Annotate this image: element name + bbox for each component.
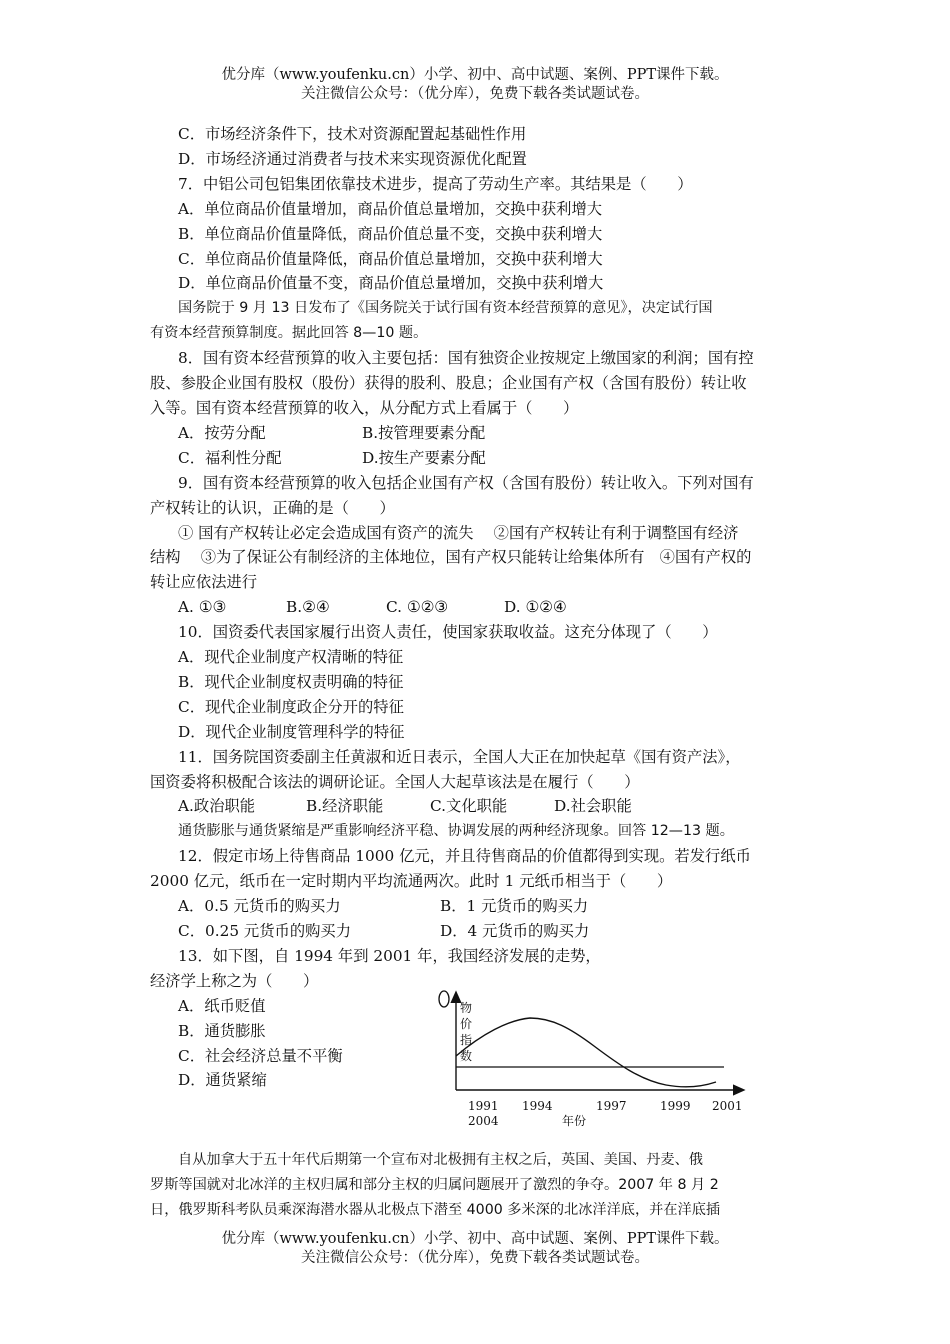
q8-line-1: 8．国有资本经营预算的收入主要包括：国有独资企业按规定上缴国家的利润；国有控 — [178, 349, 754, 368]
q8-option-a: A．按劳分配 — [178, 423, 266, 442]
q7-stem: 7．中铝公司包铝集团依靠技术进步，提高了劳动生产率。其结果是（ ） — [178, 174, 693, 193]
q6-option-d: D．市场经济通过消费者与技术来实现资源优化配置 — [178, 149, 527, 168]
page-content — [150, 122, 810, 1222]
q13-option-a: A．纸币贬值 — [178, 996, 266, 1015]
q13-option-b: B．通货膨胀 — [178, 1021, 266, 1040]
q9-line-3: ① 国有产权转让必定会造成国有资产的流失 ②国有产权转让有利于调整国有经济 — [178, 523, 739, 542]
page-header — [0, 66, 950, 104]
q8-line-3: 入等。国有资本经营预算的收入，从分配方式上看属于（ ） — [150, 398, 579, 417]
q13-option-d: D．通货紧缩 — [178, 1071, 267, 1090]
y-axis-label-2: 价 — [460, 1016, 473, 1031]
q8-line-2: 股、参股企业国有股权（股份）获得的股利、股息；企业国有产权（含国有股份）转让收 — [150, 374, 747, 393]
x-extra-label: 2004 — [468, 1113, 499, 1128]
q9-line-5: 转让应依法进行 — [150, 573, 258, 592]
x-axis-label: 年份 — [562, 1113, 587, 1128]
q12-line-2: 2000 亿元，纸币在一定时期内平均流通两次。此时 1 元纸币相当于（ ） — [150, 872, 673, 891]
y-axis-label-1: 物 — [460, 1000, 473, 1015]
footer-line-1: 优分库（www.youfenku.cn）小学、初中、高中试题、案例、PPT课件下载。 — [221, 1231, 729, 1247]
q13-option-c: C．社会经济总量不平衡 — [178, 1046, 343, 1065]
q8-options-row-2 — [150, 446, 810, 471]
q8-option-d: D.按生产要素分配 — [362, 448, 486, 467]
q10-option-a: A．现代企业制度产权清晰的特征 — [178, 648, 404, 667]
q9-line-2: 产权转让的认识，正确的是（ ） — [150, 498, 395, 517]
q9-line-4: 结构 ③为了保证公有制经济的主体地位，国有产权只能转让给集体所有 ④国有产权的 — [150, 548, 752, 567]
passage-line-2: 罗斯等国就对北冰洋的主权归属和部分主权的归属问题展开了激烈的争夺。2007 年 8 月 2 — [150, 1176, 719, 1193]
q10-option-c: C．现代企业制度政企分开的特征 — [178, 697, 404, 716]
q11-line-1: 11．国务院国资委副主任黄淑和近日表示，全国人大正在加快起草《国有资产法》， — [178, 747, 741, 766]
q11-option-c: C.文化职能 — [430, 797, 508, 816]
page-footer — [0, 1230, 950, 1268]
passage-line-1: 自从加拿大于五十年代后期第一个宣布对北极拥有主权之后，英国、美国、丹麦、俄 — [178, 1151, 703, 1168]
q12-option-d: D．4 元货币的购买力 — [440, 922, 590, 940]
y-origin-label — [439, 991, 449, 1007]
q11-line-2: 国资委将积极配合该法的调研论证。全国人大起草该法是在履行（ ） — [150, 772, 640, 791]
q6-option-c: C．市场经济条件下，技术对资源配置起基础性作用 — [178, 125, 527, 143]
passage-line-3: 日，俄罗斯科考队员乘深海潜水器从北极点下潜至 4000 多米深的北冰洋洋底，并在洋底插 — [150, 1201, 721, 1218]
x-tick-1991: 1991 — [468, 1098, 499, 1113]
q9-option-b: B.②④ — [286, 598, 330, 617]
q11-option-d: D.社会职能 — [554, 797, 632, 816]
q7-option-a: A．单位商品价值量增加，商品价值总量增加，交换中获利增大 — [178, 199, 603, 218]
header-line-1: 优分库（www.youfenku.cn）小学、初中、高中试题、案例、PPT课件下载。 — [221, 67, 729, 83]
footer-line-2: 关注微信公众号：（优分库），免费下载各类试题试卷。 — [301, 1250, 649, 1266]
q9-options — [150, 595, 810, 620]
q8-option-c: C．福利性分配 — [178, 448, 282, 467]
x-tick-1994: 1994 — [522, 1098, 553, 1113]
q12-options-row-1 — [150, 894, 810, 919]
q9-option-c: C. ①②③ — [386, 598, 449, 617]
intro-12-13: 通货膨胀与通货紧缩是严重影响经济平稳、协调发展的两种经济现象。回答 12—13 题。 — [178, 823, 734, 840]
q8-options-row-1 — [150, 421, 810, 446]
q11-option-a: A.政治职能 — [178, 797, 256, 816]
q12-options-row-2 — [150, 919, 810, 944]
x-tick-2001: 2001 — [712, 1098, 743, 1113]
q7-option-c: C．单位商品价值量降低，商品价值总量增加，交换中获利增大 — [178, 249, 603, 268]
header-line-2: 关注微信公众号：（优分库），免费下载各类试题试卷。 — [301, 86, 649, 102]
q8-option-b: B.按管理要素分配 — [362, 423, 486, 442]
q9-option-a: A. ①③ — [178, 598, 227, 617]
q10-option-b: B．现代企业制度权责明确的特征 — [178, 672, 404, 691]
q11-options — [150, 794, 810, 819]
q9-line-1: 9．国有资本经营预算的收入包括企业国有产权（含国有股份）转让收入。下列对国有 — [178, 473, 754, 492]
x-tick-1999: 1999 — [660, 1098, 691, 1113]
x-tick-1997: 1997 — [596, 1098, 627, 1113]
q7-option-b: B．单位商品价值量降低，商品价值总量不变，交换中获利增大 — [178, 224, 603, 243]
q13-options — [150, 994, 343, 1094]
q7-option-d: D．单位商品价值量不变，商品价值总量增加，交换中获利增大 — [178, 274, 604, 293]
q12-line-1: 12．假定市场上待售商品 1000 亿元，并且待售商品的价值都得到实现。若发行纸币 — [178, 847, 751, 866]
price-index-chart — [420, 982, 760, 1132]
q12-option-c: C．0.25 元货币的购买力 — [178, 922, 352, 940]
q13-line-1: 13．如下图，自 1994 年到 2001 年，我国经济发展的走势， — [178, 946, 601, 965]
q10-stem: 10．国资委代表国家履行出资人责任，使国家获取收益。这充分体现了（ ） — [178, 623, 718, 642]
q9-option-d: D. ①②④ — [504, 598, 567, 617]
q13-area — [150, 994, 810, 1144]
q13-line-2: 经济学上称之为（ ） — [150, 971, 319, 990]
y-axis-label-3: 指 — [460, 1032, 473, 1047]
intro-8-10-line-2: 有资本经营预算制度。据此回答 8—10 题。 — [150, 325, 428, 342]
y-axis-label-4: 数 — [460, 1048, 473, 1063]
q11-option-b: B.经济职能 — [306, 797, 384, 816]
series-line — [456, 1018, 716, 1087]
q10-option-d: D．现代企业制度管理科学的特征 — [178, 722, 405, 741]
intro-8-10-line-1: 国务院于 9 月 13 日发布了《国务院关于试行国有资本经营预算的意见》，决定试行国 — [178, 300, 713, 317]
q12-option-b: B．1 元货币的购买力 — [440, 897, 589, 916]
q12-option-a: A．0.5 元货币的购买力 — [178, 897, 341, 916]
